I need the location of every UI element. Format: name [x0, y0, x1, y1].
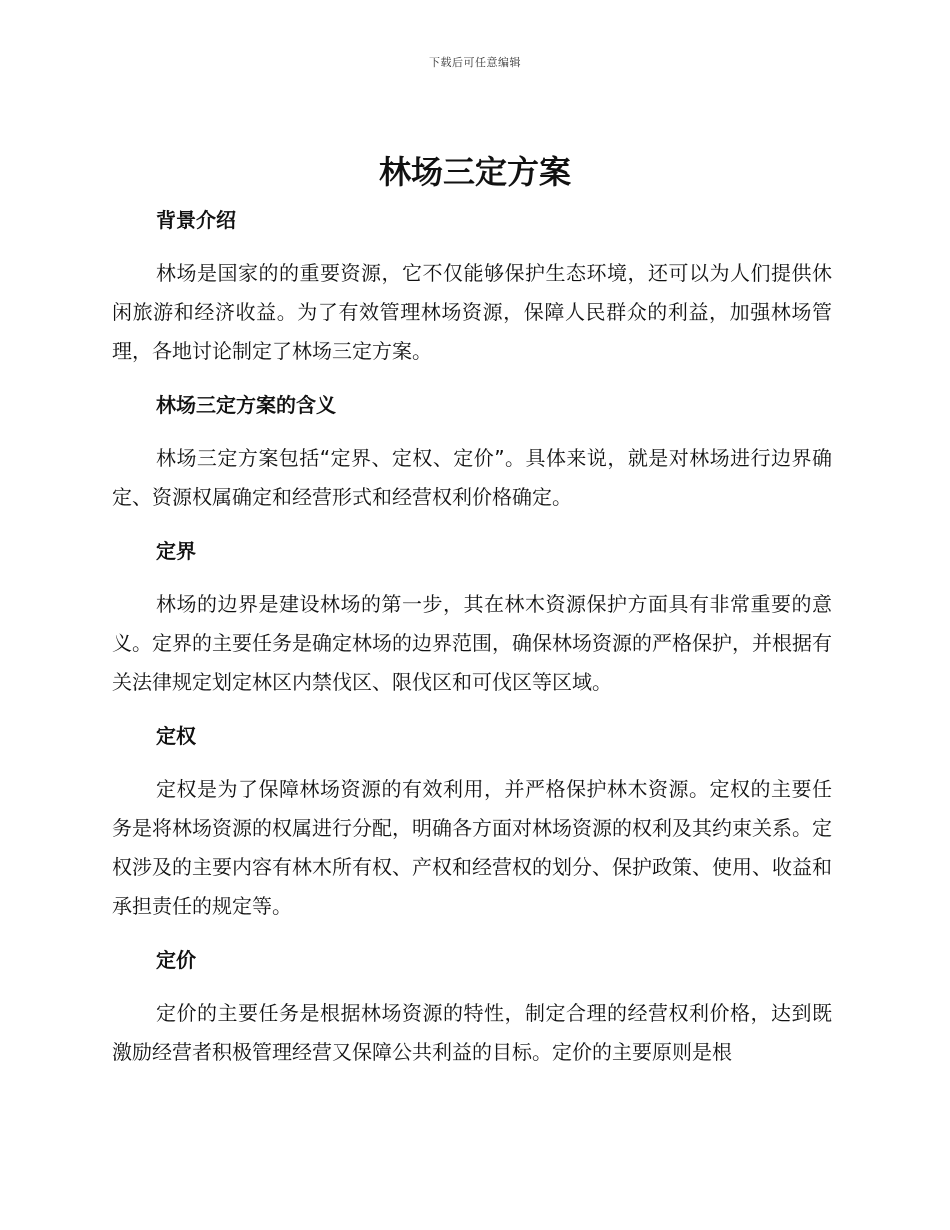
document-title: 林场三定方案 [378, 153, 571, 191]
section-paragraph-pricing: 定价的主要任务是根据林场资源的特性，制定合理的经营权利价格，达到既激励经营者积极管理经营又保障公共利益的目标。定价的主要原则是根 [112, 1001, 832, 1064]
header-note: 下载后可任意编辑 [429, 56, 521, 69]
section-heading-rights: 定权 [156, 724, 196, 748]
section-heading-boundary: 定界 [156, 539, 196, 563]
section-heading-pricing: 定价 [156, 948, 196, 972]
section-paragraph-rights: 定权是为了保障林场资源的有效利用，并严格保护林木资源。定权的主要任务是将林场资源的权属进行分配，明确各方面对林场资源的权利及其约束关系。定权涉及的主要内容有林木所有权、产权和经营权的划分、保护政策、使用、收益和承担责任的规定等。 [112, 777, 832, 918]
section-paragraph-background: 林场是国家的的重要资源，它不仅能够保护生态环境，还可以为人们提供休闲旅游和经济收益。为了有效管理林场资源，保障人民群众的利益，加强林场管理，各地讨论制定了林场三定方案。 [112, 261, 832, 363]
document-body [112, 200, 832, 1072]
section-paragraph-meaning: 林场三定方案包括“定界、定权、定价”。具体来说，就是对林场进行边界确定、资源权属确定和经营形式和经营权利价格确定。 [112, 446, 832, 509]
section-heading-background: 背景介绍 [156, 208, 236, 232]
section-heading-meaning: 林场三定方案的含义 [156, 393, 336, 417]
section-paragraph-boundary: 林场的边界是建设林场的第一步，其在林木资源保护方面具有非常重要的意义。定界的主要任务是确定林场的边界范围，确保林场资源的严格保护，并根据有关法律规定划定林区内禁伐区、限伐区和可伐区等区域。 [112, 592, 832, 694]
